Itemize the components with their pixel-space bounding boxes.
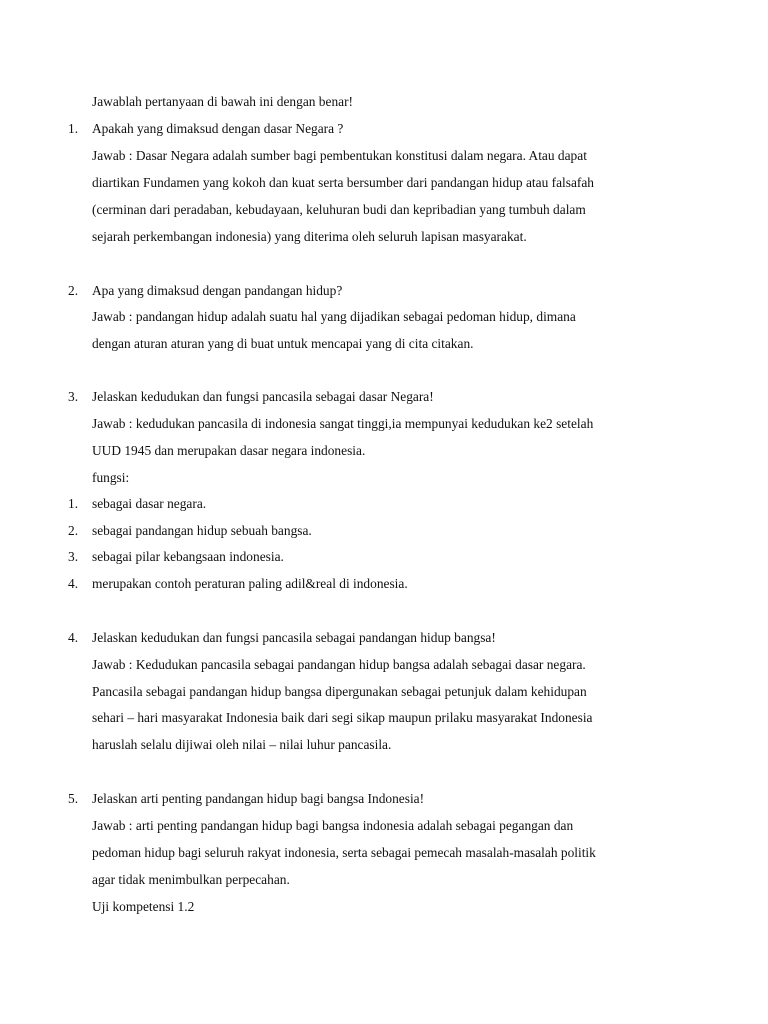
q1-answer-line: diartikan Fundamen yang kokoh dan kuat serta bersumber dari pandangan hidup atau falsafah bbox=[92, 175, 594, 190]
q2-question: Apa yang dimaksud dengan pandangan hidup? bbox=[92, 283, 343, 298]
q5-answer-line: pedoman hidup bagi seluruh rakyat indonesia, serta sebagai pemecah masalah-masalah politik bbox=[92, 845, 596, 860]
q3-answer-line: UUD 1945 dan merupakan dasar negara indonesia. bbox=[92, 443, 366, 458]
q3-number: 3. bbox=[68, 389, 79, 404]
q5-answer-line: agar tidak menimbulkan perpecahan. bbox=[92, 872, 290, 887]
section-footer-label: Uji kompetensi 1.2 bbox=[92, 899, 195, 914]
q3-question: Jelaskan kedudukan dan fungsi pancasila sebagai dasar Negara! bbox=[92, 389, 434, 404]
fungsi-item-number: 1. bbox=[68, 496, 79, 511]
fungsi-item: merupakan contoh peraturan paling adil&real di indonesia. bbox=[92, 576, 408, 591]
fungsi-item: sebagai pandangan hidup sebuah bangsa. bbox=[92, 523, 312, 538]
q4-number: 4. bbox=[68, 630, 79, 645]
fungsi-item-number: 2. bbox=[68, 523, 79, 538]
q1-answer-line: (cerminan dari peradaban, kebudayaan, keluhuran budi dan kepribadian yang tumbuh dalam bbox=[92, 202, 586, 217]
q2-number: 2. bbox=[68, 283, 79, 298]
q5-number: 5. bbox=[68, 791, 79, 806]
fungsi-item-number: 3. bbox=[68, 549, 79, 564]
q4-answer-line: sehari – hari masyarakat Indonesia baik dari segi sikap maupun prilaku masyarakat Indonesia bbox=[92, 710, 593, 725]
q1-number: 1. bbox=[68, 121, 79, 136]
q4-question: Jelaskan kedudukan dan fungsi pancasila sebagai pandangan hidup bangsa! bbox=[92, 630, 496, 645]
q4-answer-line: Jawab : Kedudukan pancasila sebagai pandangan hidup bangsa adalah sebagai dasar negara. bbox=[92, 657, 586, 672]
fungsi-item-number: 4. bbox=[68, 576, 79, 591]
q2-answer-line: Jawab : pandangan hidup adalah suatu hal yang dijadikan sebagai pedoman hidup, dimana bbox=[92, 309, 576, 324]
q1-answer-line: sejarah perkembangan indonesia) yang diterima oleh seluruh lapisan masyarakat. bbox=[92, 229, 527, 244]
q5-answer-line: Jawab : arti penting pandangan hidup bagi bangsa indonesia adalah sebagai pegangan dan bbox=[92, 818, 574, 833]
fungsi-item: sebagai dasar negara. bbox=[92, 496, 207, 511]
q5-question: Jelaskan arti penting pandangan hidup bagi bangsa Indonesia! bbox=[92, 791, 425, 806]
q3-fungsi-label: fungsi: bbox=[92, 470, 130, 485]
q4-answer-line: Pancasila sebagai pandangan hidup bangsa dipergunakan sebagai petunjuk dalam kehidupan bbox=[92, 684, 587, 699]
q1-question: Apakah yang dimaksud dengan dasar Negara ? bbox=[92, 121, 344, 136]
q4-answer-line: haruslah selalu dijiwai oleh nilai – nilai luhur pancasila. bbox=[92, 737, 392, 752]
intro-text: Jawablah pertanyaan di bawah ini dengan benar! bbox=[92, 94, 354, 109]
q2-answer-line: dengan aturan aturan yang di buat untuk mencapai yang di cita citakan. bbox=[92, 336, 474, 351]
q1-answer-line: Jawab : Dasar Negara adalah sumber bagi pembentukan konstitusi dalam negara. Atau dapat bbox=[92, 148, 587, 163]
q3-answer-line: Jawab : kedudukan pancasila di indonesia sangat tinggi,ia mempunyai kedudukan ke2 setelah bbox=[92, 416, 594, 431]
fungsi-item: sebagai pilar kebangsaan indonesia. bbox=[92, 549, 284, 564]
